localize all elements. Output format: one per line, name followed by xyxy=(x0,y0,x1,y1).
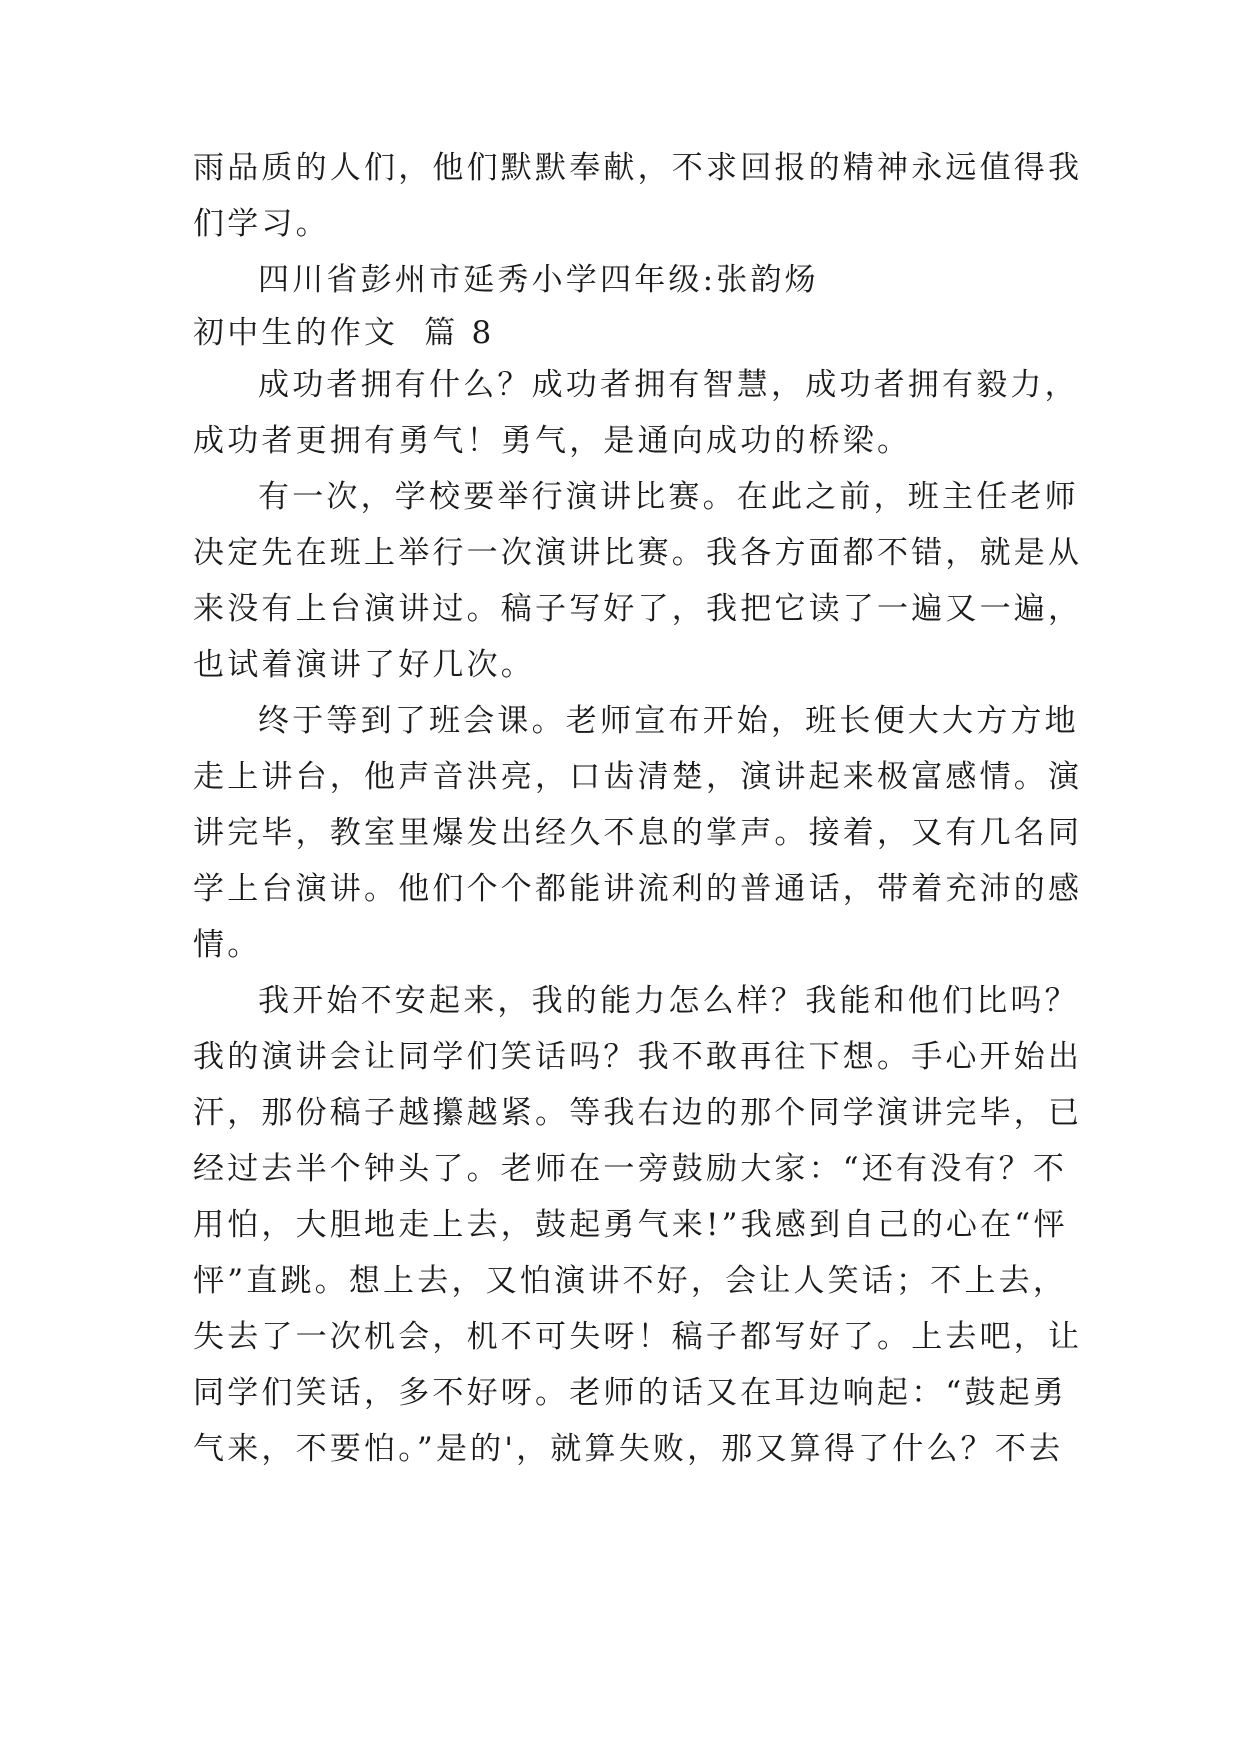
text-line: 情。 xyxy=(193,927,262,963)
text-line: 讲完毕，教室里爆发出经久不息的掌声。接着，又有几名同 xyxy=(193,815,1083,851)
text-line: 成功者拥有什么？成功者拥有智慧，成功者拥有毅力， xyxy=(258,367,1079,403)
section-heading: 初中生的作文 篇 8 xyxy=(193,315,495,351)
text-line: 用怕，大胆地走上去，鼓起勇气来!”我感到自己的心在“怦 xyxy=(193,1207,1068,1243)
text-line: 我开始不安起来，我的能力怎么样？我能和他们比吗？ xyxy=(258,983,1079,1019)
text-line: 也试着演讲了好几次。 xyxy=(193,647,535,683)
text-line: 终于等到了班会课。老师宣布开始，班长便大大方方地 xyxy=(258,703,1079,739)
text-line: 成功者更拥有勇气！勇气，是通向成功的桥梁。 xyxy=(193,423,912,459)
text-line: 汗，那份稿子越攥越紧。等我右边的那个同学演讲完毕，已 xyxy=(193,1095,1083,1131)
text-line: 我的演讲会让同学们笑话吗？我不敢再往下想。手心开始出 xyxy=(193,1039,1083,1075)
text-line: 怦”直跳。想上去，又怕演讲不好，会让人笑话；不上去， xyxy=(193,1263,1068,1299)
text-line: 失去了一次机会，机不可失呀！稿子都写好了。上去吧，让 xyxy=(193,1319,1083,1355)
text-line: 来没有上台演讲过。稿子写好了，我把它读了一遍又一遍， xyxy=(193,591,1083,627)
text-line: 走上讲台，他声音洪亮，口齿清楚，演讲起来极富感情。演 xyxy=(193,759,1083,795)
text-line: 雨品质的人们，他们默默奉献，不求回报的精神永远值得我 xyxy=(193,150,1083,186)
text-line: 同学们笑话，多不好呀。老师的话又在耳边响起：“鼓起勇 xyxy=(193,1375,1068,1411)
text-line: 气来，不要怕。”是的'，就算失败，那又算得了什么？不去 xyxy=(193,1431,1064,1467)
text-line: 学上台演讲。他们个个都能讲流利的普通话，带着充沛的感 xyxy=(193,871,1083,907)
text-line: 们学习。 xyxy=(193,206,330,242)
text-line: 经过去半个钟头了。老师在一旁鼓励大家：“还有没有？不 xyxy=(193,1151,1068,1187)
author-line: 四川省彭州市延秀小学四年级:张韵炀 xyxy=(258,262,819,298)
text-line: 决定先在班上举行一次演讲比赛。我各方面都不错，就是从 xyxy=(193,535,1083,571)
text-line: 有一次，学校要举行演讲比赛。在此之前，班主任老师 xyxy=(258,479,1079,515)
